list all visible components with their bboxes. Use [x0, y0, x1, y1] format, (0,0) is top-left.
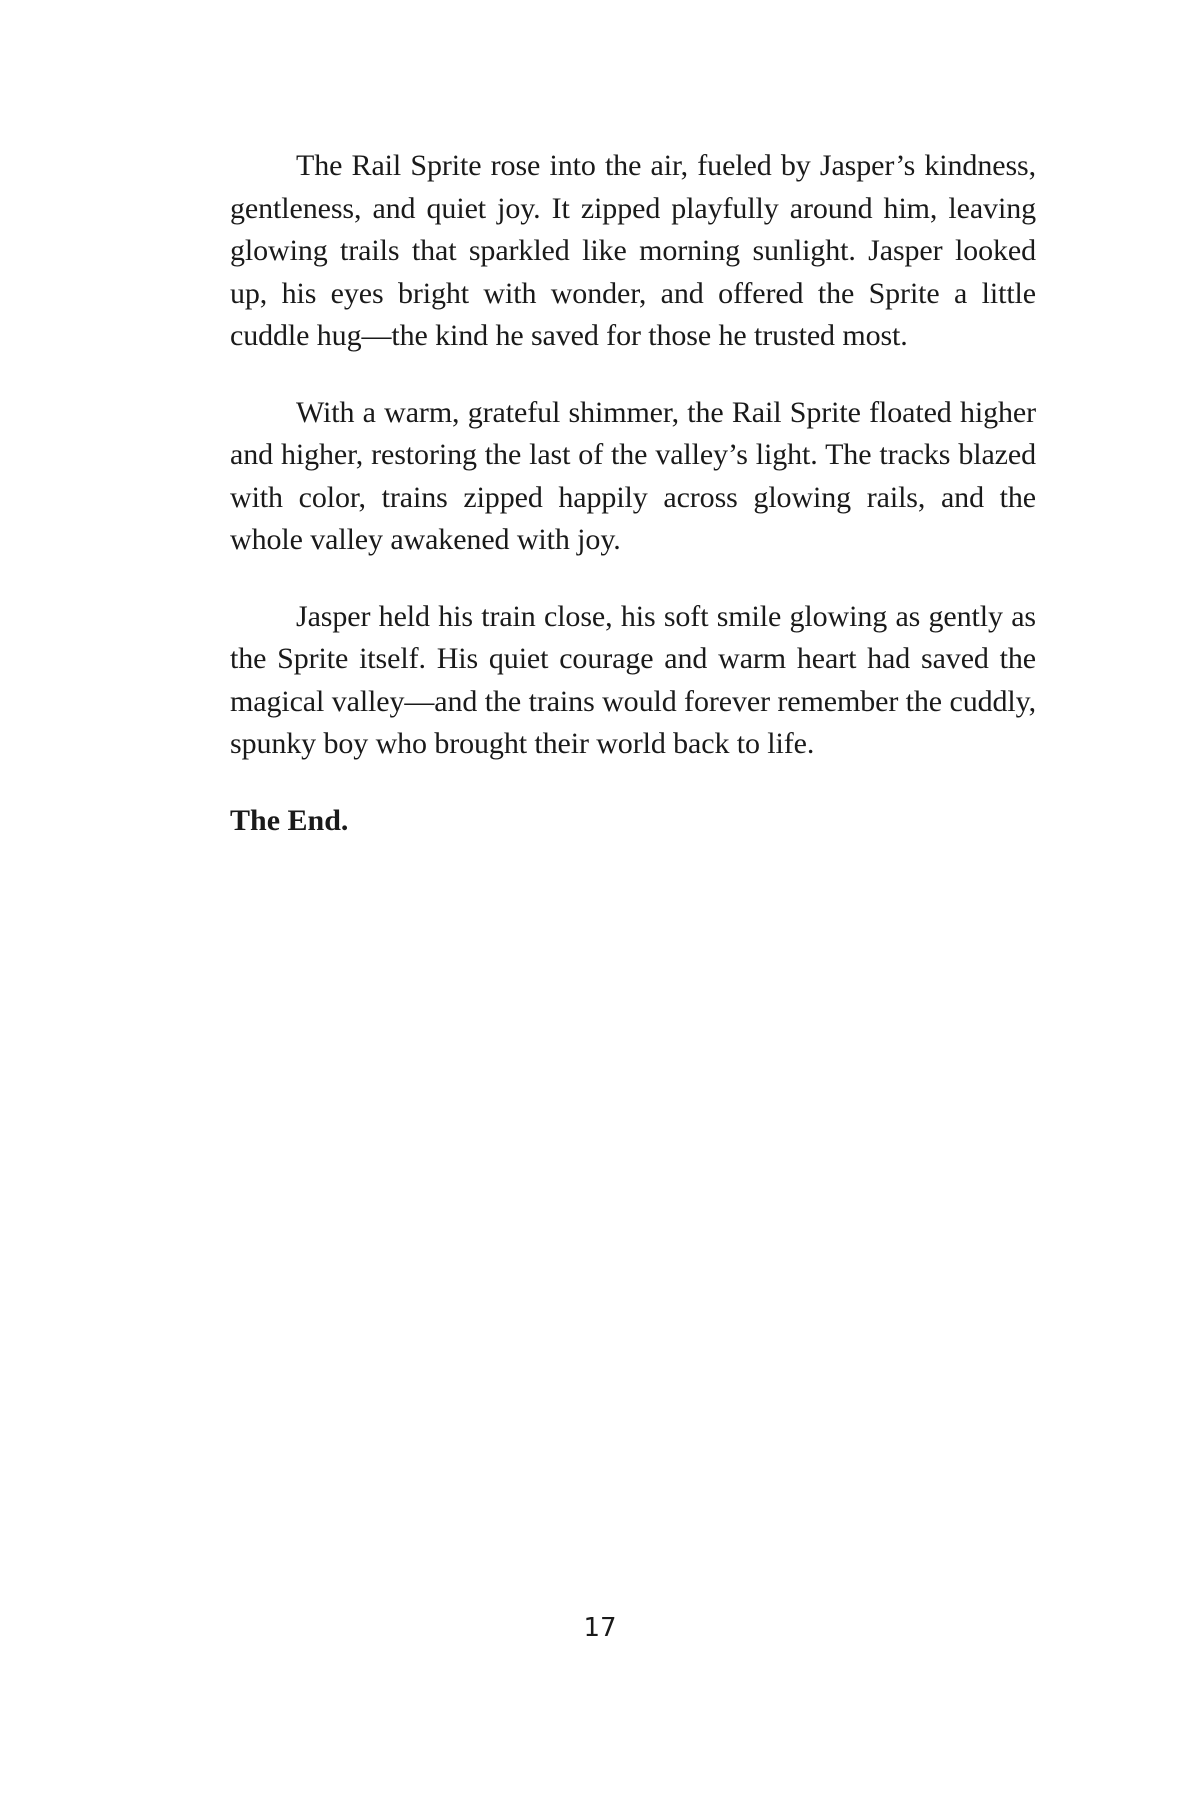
paragraph-3: Jasper held his train close, his soft smile glowing as gently as the Sprite itself. His quiet courage and warm heart had saved the magical valley—and the trains would forever remember the cuddly, spunky boy who brought their world back to life. — [230, 599, 1036, 760]
paragraph-2: With a warm, grateful shimmer, the Rail Sprite floated higher and higher, restoring the last of the valley’s light. The tracks blazed with color, trains zipped happily across glowing rails, and the whole valley awakened with joy. — [230, 395, 1036, 556]
paragraph-1: The Rail Sprite rose into the air, fueled by Jasper’s kindness, gentleness, and quiet joy. It zipped playfully around him, leaving glowing trails that sparkled like morning sunlight. Jasper looked up, his eyes bright with wonder, and offered the Sprite a little cuddle hug—the kind he saved for those he trusted most. — [230, 149, 1036, 352]
page-number: 17 — [583, 1613, 617, 1643]
the-end-heading: The End. — [230, 803, 349, 837]
story-text — [230, 145, 1036, 842]
